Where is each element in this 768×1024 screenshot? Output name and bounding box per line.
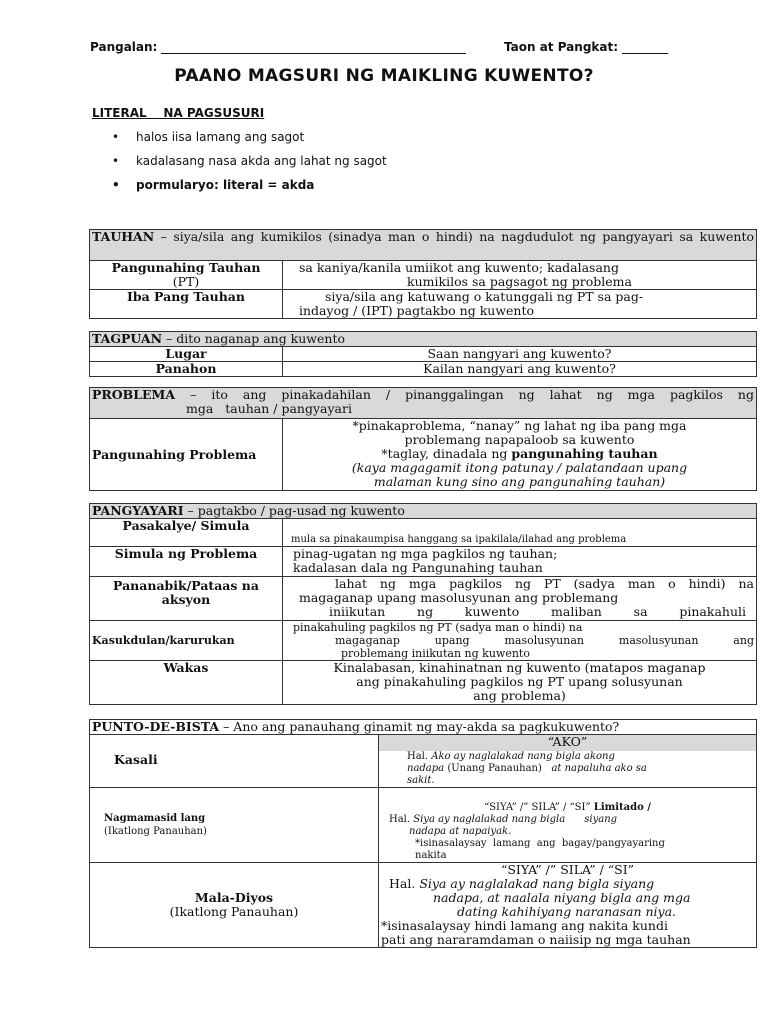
- problema-desc-3b: pangunahing tauhan: [511, 446, 658, 461]
- maladiyos-desc-5: pati ang nararamdaman o naiisip ng mga tauhan: [381, 932, 691, 947]
- panahon-label: Panahon: [90, 362, 283, 377]
- bullet-item: • pormularyo: literal = akda: [112, 178, 387, 202]
- nagmamasid-desc-cell: [379, 788, 757, 863]
- pt-sub: (PT): [172, 274, 200, 289]
- maladiyos-label: Mala-Diyos: [194, 890, 274, 905]
- lugar-label: Lugar: [90, 347, 283, 362]
- pt-desc-cell: [283, 261, 757, 290]
- pananabik-label: Pananabik/Pataas na aksyon: [90, 577, 283, 621]
- kasali-desc-cell: [379, 735, 757, 788]
- literal-bullets: [112, 130, 387, 202]
- pt-label-cell: [90, 261, 283, 290]
- bullet-item: • kadalasang nasa akda ang lahat ng sagot: [112, 154, 387, 178]
- punto-term: PUNTO-DE-BISTA: [92, 719, 220, 734]
- kasukdulan-desc-2: magaganap upang masolusyunan masolusyunan ang: [335, 634, 754, 647]
- kasali-label: Kasali: [114, 752, 158, 767]
- nagmamasid-label-cell: [90, 788, 379, 863]
- nagmamasid-hdr-text: “SIYA” /” SILA” / “SI”: [484, 802, 594, 813]
- nagmamasid-hal: Hal.: [389, 814, 414, 825]
- page-title: PAANO MAGSURI NG MAIKLING KUWENTO?: [174, 66, 594, 86]
- kasali-desc-1: [379, 751, 756, 763]
- tagpuan-term: TAGPUAN: [92, 331, 163, 346]
- kasukdulan-label: Kasukdulan/karurukan: [90, 621, 283, 661]
- problema-def-1: – ito ang pinakadahilan / pinanggalingan ng lahat ng mga pagkilos ng: [175, 387, 754, 402]
- kasali-i2b: at napaluha ako sa: [551, 763, 647, 774]
- kasali-desc-2: [379, 763, 756, 775]
- nagmamasid-hdr-bold: Limitado /: [593, 802, 651, 813]
- problema-desc-3a: *taglay, dinadala ng: [381, 446, 512, 461]
- bullet-item: • halos iisa lamang ang sagot: [112, 130, 387, 154]
- ipt-label: Iba Pang Tauhan: [127, 289, 245, 304]
- simula-problema-desc: [283, 547, 757, 577]
- problema-desc-3: [285, 447, 754, 461]
- maladiyos-hdr: “SIYA” /” SILA” / “SI”: [500, 862, 635, 877]
- pangalan-field[interactable]: [90, 40, 466, 54]
- taon-field[interactable]: [504, 40, 668, 54]
- kasali-hal: Hal.: [407, 751, 432, 762]
- problema-desc-cell: [283, 419, 757, 491]
- problema-header: [90, 388, 757, 419]
- nagmamasid-sub: (Ikatlong Panauhan): [104, 826, 207, 837]
- pananabik-desc-2: magaganap upang masolusyunan ang problemang: [299, 590, 619, 605]
- wakas-label: Wakas: [90, 661, 283, 705]
- pasakalye-desc: mula sa pinakaumpisa hanggang sa ipakilala/ilahad ang problema: [283, 519, 757, 547]
- punto-de-bista-table: [89, 719, 757, 948]
- nagmamasid-desc-1: [381, 814, 754, 826]
- simula-problema-label: Simula ng Problema: [90, 547, 283, 577]
- kasukdulan-desc-1: pinakahuling pagkilos ng PT (sadya man o hindi) na: [293, 621, 583, 634]
- maladiyos-desc-4: *isinasalaysay hindi lamang ang nakita kundi: [381, 918, 668, 933]
- tauhan-table: [89, 229, 757, 319]
- pangalan-blank[interactable]: [161, 41, 466, 54]
- pangyayari-table: [89, 503, 757, 705]
- pangyayari-term: PANGYAYARI: [92, 503, 184, 518]
- tauhan-def: – siya/sila ang kumikilos (sinadya man o hindi) na nagdudulot ng pangyayari sa kuwento: [154, 229, 754, 244]
- nagmamasid-desc-3: *isinasalaysay lamang ang bagay/pangyayaring: [415, 838, 665, 849]
- problema-desc-4: (kaya magagamit itong patunay / palatandaan upang: [351, 460, 688, 475]
- kasali-i1: Ako ay naglalakad nang bigla akong: [431, 751, 615, 762]
- nagmamasid-desc-4: nakita: [415, 850, 447, 861]
- wakas-desc-1: Kinalabasan, kinahinatnan ng kuwento (matapos maganap: [333, 660, 706, 675]
- ako-heading: “AKO”: [379, 735, 756, 751]
- pananabik-desc-3: iniikutan ng kuwento maliban sa pinakahuli: [329, 604, 746, 619]
- tauhan-term: TAUHAN: [92, 229, 155, 244]
- problema-table: [89, 387, 757, 491]
- pananabik-desc: [283, 577, 757, 621]
- ipt-desc-cell: [283, 290, 757, 319]
- wakas-desc-2: ang pinakahuling pagkilos ng PT upang solusyunan: [356, 674, 683, 689]
- maladiyos-desc-3: dating kahihiyang naranasan niya.: [457, 904, 677, 919]
- nagmamasid-desc-2: nadapa at napaiyak.: [409, 826, 512, 837]
- problema-desc-1: *pinakaproblema, “nanay” ng lahat ng iba pang mga: [352, 418, 687, 433]
- nagmamasid-hdr: [381, 802, 754, 814]
- lugar-desc: Saan nangyari ang kuwento?: [283, 347, 757, 362]
- punto-header: [90, 720, 757, 735]
- tagpuan-table: [89, 331, 757, 377]
- pananabik-desc-1: lahat ng mga pagkilos ng PT (sadya man o hindi) na: [335, 576, 754, 591]
- kasukdulan-desc: [283, 621, 757, 661]
- tauhan-header: [90, 230, 757, 261]
- kasali-desc-3: sakit.: [407, 775, 435, 786]
- pangalan-label: Pangalan:: [90, 40, 158, 54]
- taon-blank[interactable]: [622, 41, 668, 54]
- kasali-n2: (Unang Panauhan): [444, 763, 552, 774]
- kasukdulan-desc-3: problemang iniikutan ng kuwento: [341, 647, 530, 660]
- punto-def: – Ano ang panauhang ginamit ng may-akda sa pagkukuwento?: [219, 719, 620, 734]
- simula-problema-desc-2: kadalasan dala ng Pangunahing tauhan: [293, 560, 543, 575]
- kasali-label-cell: [90, 735, 379, 788]
- maladiyos-desc-1: [381, 877, 754, 891]
- tagpuan-header: [90, 332, 757, 347]
- pangyayari-header: [90, 504, 757, 519]
- maladiyos-desc-2: nadapa, at naalala niyang bigla ang mga: [433, 890, 691, 905]
- problema-def-2: mga tauhan / pangyayari: [186, 401, 352, 416]
- simula-problema-desc-1: pinag-ugatan ng mga pagkilos ng tauhan;: [293, 546, 558, 561]
- wakas-desc: [283, 661, 757, 705]
- ipt-desc-1: siya/sila ang katuwang o katunggali ng PT sa pag-: [325, 289, 644, 304]
- pt-label: Pangunahing Tauhan: [111, 260, 261, 275]
- pasakalye-label: Pasakalye/ Simula: [90, 519, 283, 547]
- problema-term: PROBLEMA: [92, 387, 176, 402]
- problema-desc-2: problemang napapaloob sa kuwento: [404, 432, 635, 447]
- pangyayari-def: – pagtakbo / pag-usad ng kuwento: [183, 503, 405, 518]
- maladiyos-i1: Siya ay naglalakad nang bigla siyang: [419, 876, 655, 891]
- literal-heading: LITERAL NA PAGSUSURI: [92, 106, 265, 120]
- panahon-desc: Kailan nangyari ang kuwento?: [283, 362, 757, 377]
- pt-desc-1: sa kaniya/kanila umiikot ang kuwento; kadalasang: [299, 260, 619, 275]
- nagmamasid-label: Nagmamasid lang: [104, 813, 206, 824]
- nagmamasid-i1: Siya ay naglalakad nang bigla siyang: [413, 814, 618, 825]
- kasali-i2a: nadapa: [407, 763, 445, 774]
- taon-label: Taon at Pangkat:: [504, 40, 619, 54]
- maladiyos-label-cell: [90, 863, 379, 948]
- tagpuan-def: – dito naganap ang kuwento: [162, 331, 345, 346]
- pt-desc-2: kumikilos sa pagsagot ng problema: [407, 274, 632, 289]
- problema-desc-5: malaman kung sino ang pangunahing tauhan): [373, 474, 666, 489]
- ipt-desc-2: indayog / (IPT) pagtakbo ng kuwento: [299, 303, 535, 318]
- ipt-label-cell: [90, 290, 283, 319]
- maladiyos-sub: (Ikatlong Panauhan): [169, 904, 299, 919]
- maladiyos-hal: Hal.: [389, 876, 420, 891]
- wakas-desc-3: ang problema): [473, 688, 566, 703]
- maladiyos-desc-cell: [379, 863, 757, 948]
- problema-label: Pangunahing Problema: [90, 419, 283, 491]
